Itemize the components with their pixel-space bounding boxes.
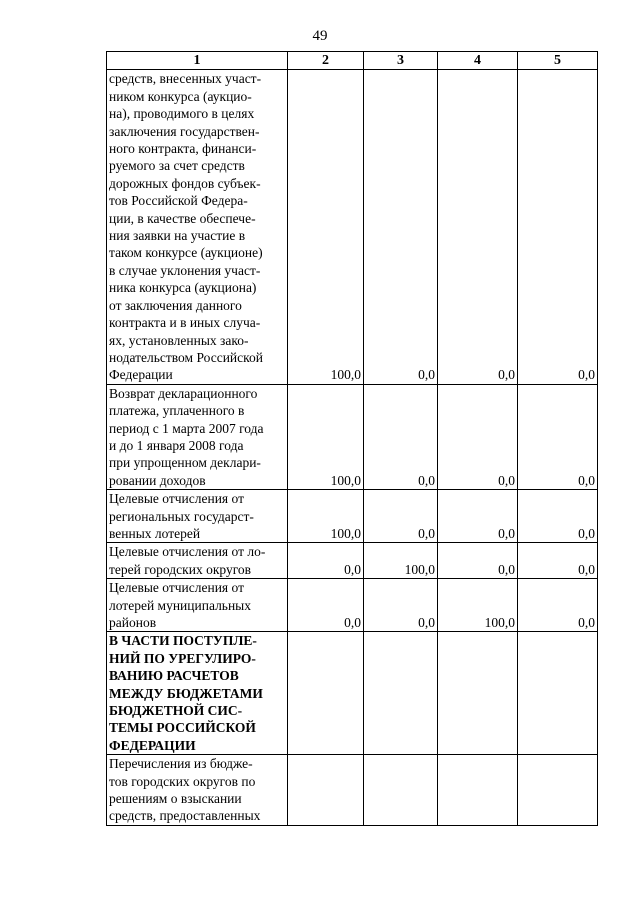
table-header-row — [107, 52, 598, 70]
row-label-line: ВАНИЮ РАСЧЕТОВ — [109, 668, 239, 684]
value-cell-col-5: 0,0 — [518, 543, 598, 579]
row-label-line: руемого за счет средств — [109, 158, 245, 174]
value-cell-col-4: 100,0 — [438, 579, 518, 632]
value-cell-col-3: 0,0 — [364, 579, 438, 632]
value-cell-col-3 — [364, 755, 438, 826]
table-row — [107, 543, 598, 579]
row-label-line: в случае уклонения участ- — [109, 262, 261, 278]
row-label-line: В ЧАСТИ ПОСТУПЛЕ- — [109, 633, 257, 649]
row-label-line: ного контракта, финанси- — [109, 141, 257, 157]
row-label-line: ции, в качестве обеспече- — [109, 210, 256, 226]
row-label-line: заключения государствен- — [109, 123, 260, 139]
row-label-line: средств, внесенных участ- — [109, 71, 262, 87]
row-label-line: тов городских округов по — [109, 773, 256, 789]
row-label-line: нодательством Российской — [109, 349, 263, 365]
row-label-line: ника конкурса (аукциона) — [109, 280, 257, 296]
row-label-line: таком конкурсе (аукционе) — [109, 245, 263, 261]
value-cell-col-5 — [518, 632, 598, 755]
row-label-line: при упрощенном деклари- — [109, 455, 261, 471]
row-label — [107, 490, 288, 543]
column-header-4: 4 — [438, 52, 518, 70]
value-cell-col-2 — [288, 632, 364, 755]
row-label-line: период с 1 марта 2007 года — [109, 420, 264, 436]
distribution-table — [106, 51, 598, 826]
value-cell-col-5: 0,0 — [518, 384, 598, 489]
row-label-line: ФЕДЕРАЦИИ — [109, 737, 196, 753]
row-label-line: Целевые отчисления от — [109, 491, 244, 507]
value-cell-col-3: 0,0 — [364, 70, 438, 384]
value-cell-col-2: 100,0 — [288, 384, 364, 489]
row-label-line: Федерации — [109, 367, 173, 383]
value-cell-col-4: 0,0 — [438, 490, 518, 543]
column-header-5: 5 — [518, 52, 598, 70]
row-label — [107, 384, 288, 489]
value-cell-col-5 — [518, 755, 598, 826]
row-label-line: тов Российской Федера- — [109, 193, 248, 209]
column-header-3: 3 — [364, 52, 438, 70]
row-label-line: венных лотерей — [109, 525, 201, 541]
table-row — [107, 70, 598, 384]
row-label-line: средств, предоставленных — [109, 808, 261, 824]
row-label-line: Перечисления из бюдже- — [109, 756, 253, 772]
row-label-line: и до 1 января 2008 года — [109, 437, 244, 453]
row-label — [107, 755, 288, 826]
table-row — [107, 755, 598, 826]
row-label-line: ровании доходов — [109, 472, 206, 488]
row-label-line: платежа, уплаченного в — [109, 403, 245, 419]
column-header-2: 2 — [288, 52, 364, 70]
row-label-line: ником конкурса (аукцио- — [109, 88, 252, 104]
value-cell-col-5: 0,0 — [518, 70, 598, 384]
row-label-line: региональных государст- — [109, 508, 254, 524]
value-cell-col-2 — [288, 755, 364, 826]
value-cell-col-3 — [364, 632, 438, 755]
row-label — [107, 70, 288, 384]
row-label — [107, 543, 288, 579]
row-label-line: лотерей муниципальных — [109, 597, 252, 613]
value-cell-col-4: 0,0 — [438, 384, 518, 489]
row-label-line: на), проводимого в целях — [109, 106, 255, 122]
table-row — [107, 384, 598, 489]
value-cell-col-4: 0,0 — [438, 543, 518, 579]
row-label-line: контракта и в иных случа- — [109, 315, 261, 331]
row-label — [107, 632, 288, 755]
row-label-line: дорожных фондов субъек- — [109, 175, 261, 191]
value-cell-col-4 — [438, 755, 518, 826]
row-label-line: ния заявки на участие в — [109, 228, 246, 244]
row-label — [107, 579, 288, 632]
row-label-line: БЮДЖЕТНОЙ СИС- — [109, 703, 243, 719]
value-cell-col-4 — [438, 632, 518, 755]
row-label-line: решениям о взыскании — [109, 791, 242, 807]
value-cell-col-2: 0,0 — [288, 579, 364, 632]
row-label-line: Целевые отчисления от ло- — [109, 544, 266, 560]
row-label-line: терей городских округов — [109, 561, 252, 577]
value-cell-col-2: 100,0 — [288, 70, 364, 384]
value-cell-col-2: 100,0 — [288, 490, 364, 543]
table-row — [107, 579, 598, 632]
row-label-line: Возврат декларационного — [109, 385, 258, 401]
row-label-line: Целевые отчисления от — [109, 580, 244, 596]
row-label-line: НИЙ ПО УРЕГУЛИРО- — [109, 650, 256, 666]
value-cell-col-5: 0,0 — [518, 490, 598, 543]
value-cell-col-3: 100,0 — [364, 543, 438, 579]
value-cell-col-3: 0,0 — [364, 384, 438, 489]
row-label-line: ях, установленных зако- — [109, 332, 249, 348]
value-cell-col-4: 0,0 — [438, 70, 518, 384]
row-label-line: МЕЖДУ БЮДЖЕТАМИ — [109, 685, 263, 701]
row-label-line: от заключения данного — [109, 297, 242, 313]
value-cell-col-5: 0,0 — [518, 579, 598, 632]
row-label-line: районов — [109, 615, 157, 630]
page-number: 49 — [312, 28, 328, 44]
column-header-1: 1 — [107, 52, 288, 70]
value-cell-col-2: 0,0 — [288, 543, 364, 579]
value-cell-col-3: 0,0 — [364, 490, 438, 543]
row-label-line: ТЕМЫ РОССИЙСКОЙ — [109, 720, 256, 736]
table-row — [107, 490, 598, 543]
table-row — [107, 632, 598, 755]
